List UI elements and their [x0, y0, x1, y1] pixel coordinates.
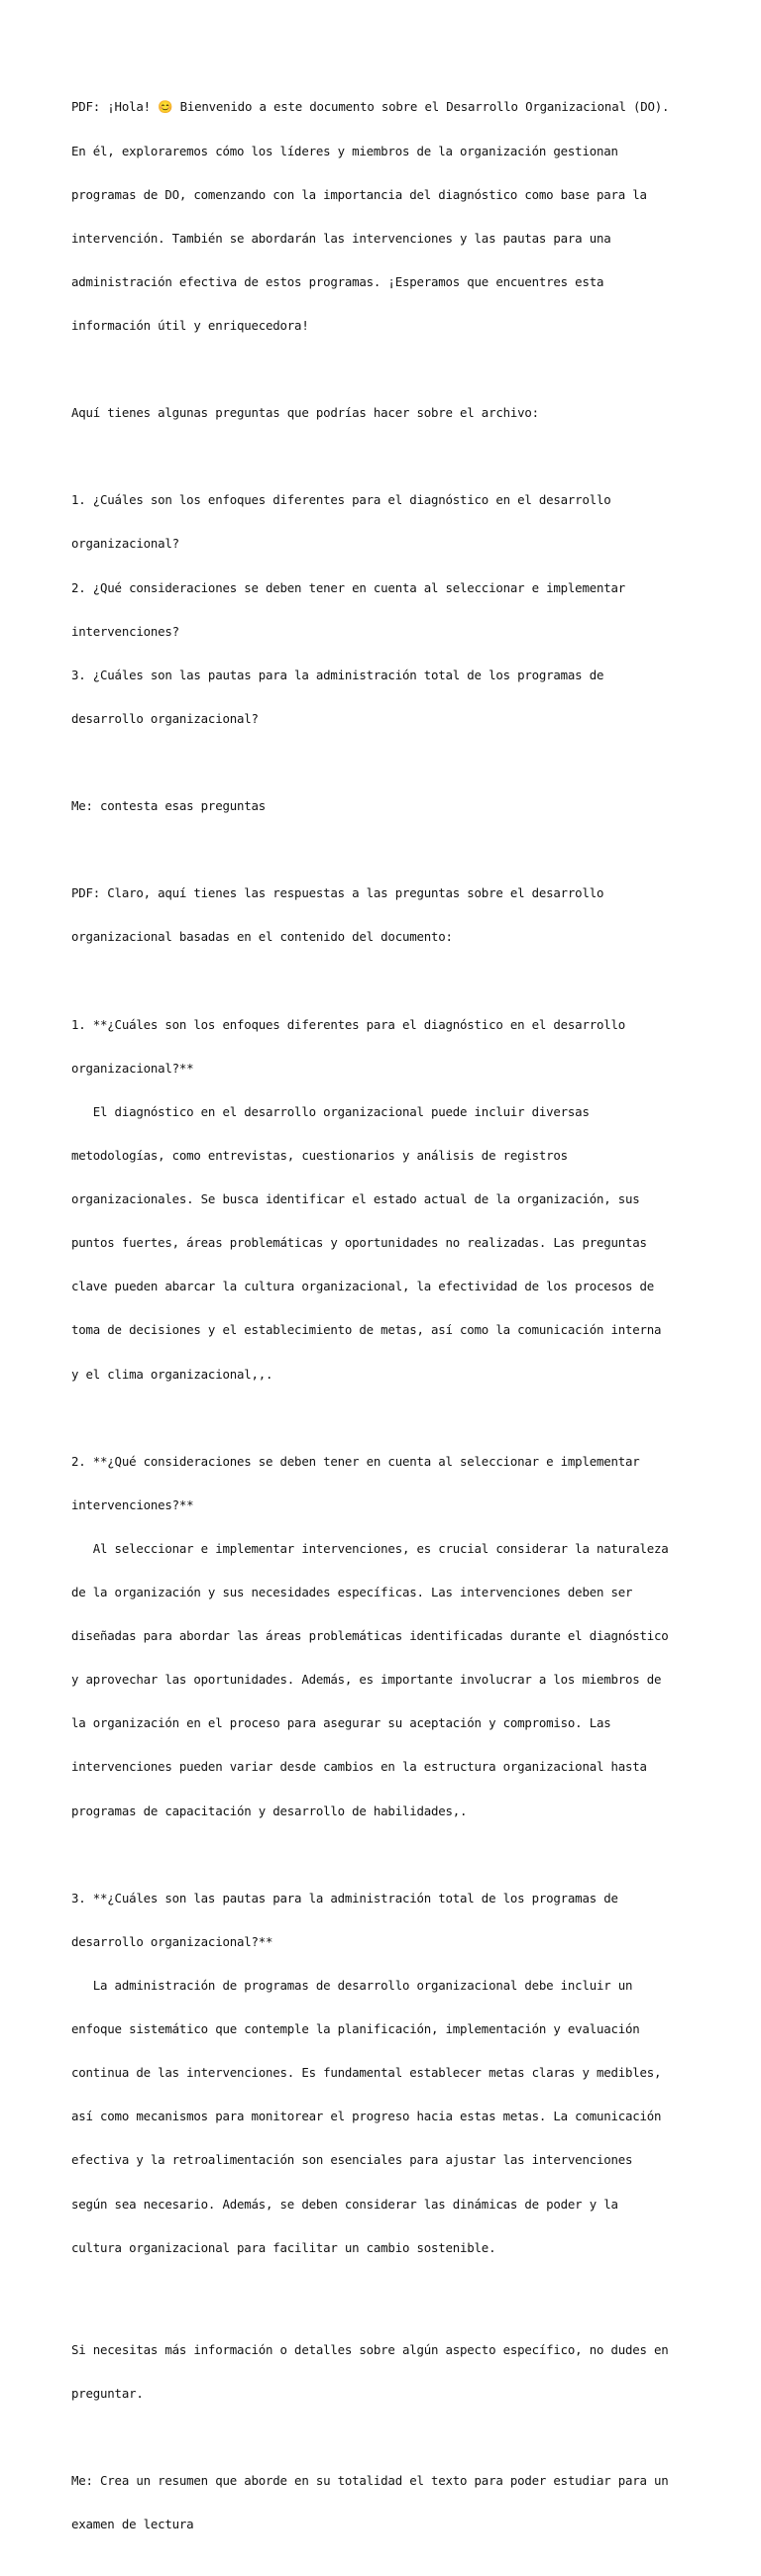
text-line: la organización en el proceso para asegurar su aceptación y compromiso. Las	[71, 1715, 611, 1731]
text-line: 1. ¿Cuáles son los enfoques diferentes para el diagnóstico en el desarrollo	[71, 492, 611, 508]
text-line: 2. **¿Qué consideraciones se deben tener en cuenta al seleccionar e implementar	[71, 1453, 640, 1469]
text-line: metodologías, como entrevistas, cuestionarios y análisis de registros	[71, 1147, 568, 1163]
text-line: Me: contesta esas preguntas	[71, 798, 267, 814]
text-line: intervención. También se abordarán las intervenciones y las pautas para una	[71, 230, 611, 246]
text-line: 2. ¿Qué consideraciones se deben tener en cuenta al seleccionar e implementar	[71, 579, 626, 595]
text-line: administración efectiva de estos programas. ¡Esperamos que encuentres esta	[71, 273, 604, 289]
text-line: y el clima organizacional,,.	[71, 1366, 273, 1382]
text-line: organizacional?	[71, 536, 179, 552]
text-line: cultura organizacional para facilitar un cambio sostenible.	[71, 2239, 496, 2255]
text-line: desarrollo organizacional?**	[71, 1933, 273, 1949]
text-line: de la organización y sus necesidades específicas. Las intervenciones deben ser	[71, 1585, 633, 1600]
text-line: así como mecanismos para monitorear el progreso hacia estas metas. La comunicación	[71, 2109, 662, 2124]
text-line: continua de las intervenciones. Es fundamental establecer metas claras y medibles,	[71, 2065, 662, 2081]
text-line: organizacionales. Se busca identificar el estado actual de la organización, sus	[71, 1191, 640, 1207]
me-summary-request-paragraph	[71, 2444, 706, 2561]
text-line: PDF: ¡Hola! 😊 Bienvenido a este documento sobre el Desarrollo Organizacional (DO).	[71, 99, 670, 115]
answer-2-paragraph	[71, 1425, 706, 1847]
me-answer-request-paragraph	[71, 771, 706, 844]
text-line: Al seleccionar e implementar intervenciones, es crucial considerar la naturaleza	[71, 1540, 669, 1556]
document-page	[71, 71, 706, 2576]
text-line: intervenciones?**	[71, 1496, 194, 1512]
text-line: desarrollo organizacional?	[71, 710, 259, 726]
text-line: Si necesitas más información o detalles sobre algún aspecto específico, no dudes en	[71, 2341, 669, 2357]
text-line: programas de capacitación y desarrollo de habilidades,.	[71, 1803, 468, 1818]
text-line: enfoque sistemático que contemple la planificación, implementación y evaluación	[71, 2021, 640, 2037]
pdf-answers-intro-paragraph	[71, 858, 706, 975]
answer-3-paragraph	[71, 1862, 706, 2284]
text-line: y aprovechar las oportunidades. Además, es importante involucrar a los miembros de	[71, 1672, 662, 1688]
pdf-closing-paragraph	[71, 2314, 706, 2430]
text-line: información útil y enriquecedora!	[71, 317, 309, 333]
pdf-intro-paragraph	[71, 71, 706, 362]
text-line: La administración de programas de desarrollo organizacional debe incluir un	[71, 1978, 633, 1993]
text-line: 3. **¿Cuáles son las pautas para la administración total de los programas de	[71, 1890, 618, 1906]
answer-1-paragraph	[71, 988, 706, 1410]
questions-intro-paragraph	[71, 377, 706, 451]
text-line: PDF: Claro, aquí tienes las respuestas a las preguntas sobre el desarrollo	[71, 885, 604, 901]
text-line: intervenciones?	[71, 623, 179, 639]
text-line: En él, exploraremos cómo los líderes y miembros de la organización gestionan	[71, 143, 618, 158]
text-line: organizacional basadas en el contenido del documento:	[71, 929, 453, 945]
text-line: Me: Crea un resumen que aborde en su totalidad el texto para poder estudiar para un	[71, 2472, 669, 2488]
text-line: efectiva y la retroalimentación son esenciales para ajustar las intervenciones	[71, 2152, 633, 2168]
text-line: según sea necesario. Además, se deben considerar las dinámicas de poder y la	[71, 2196, 618, 2212]
text-line: diseñadas para abordar las áreas problemáticas identificadas durante el diagnóstico	[71, 1628, 669, 1644]
text-line: programas de DO, comenzando con la importancia del diagnóstico como base para la	[71, 186, 647, 202]
text-line: clave pueden abarcar la cultura organizacional, la efectividad de los procesos de	[71, 1279, 655, 1294]
text-line: intervenciones pueden variar desde cambios en la estructura organizacional hasta	[71, 1759, 647, 1775]
text-line: puntos fuertes, áreas problemáticas y oportunidades no realizadas. Las preguntas	[71, 1235, 647, 1251]
text-line: Aquí tienes algunas preguntas que podrías hacer sobre el archivo:	[71, 405, 539, 421]
text-line: preguntar.	[71, 2385, 144, 2401]
text-line: 1. **¿Cuáles son los enfoques diferentes para el diagnóstico en el desarrollo	[71, 1016, 626, 1032]
text-line: toma de decisiones y el establecimiento de metas, así como la comunicación interna	[71, 1322, 662, 1338]
text-line: El diagnóstico en el desarrollo organizacional puede incluir diversas	[71, 1103, 590, 1119]
questions-list	[71, 464, 706, 756]
text-line: organizacional?**	[71, 1060, 194, 1076]
text-line: examen de lectura	[71, 2516, 194, 2531]
text-line: 3. ¿Cuáles son las pautas para la administración total de los programas de	[71, 667, 604, 682]
